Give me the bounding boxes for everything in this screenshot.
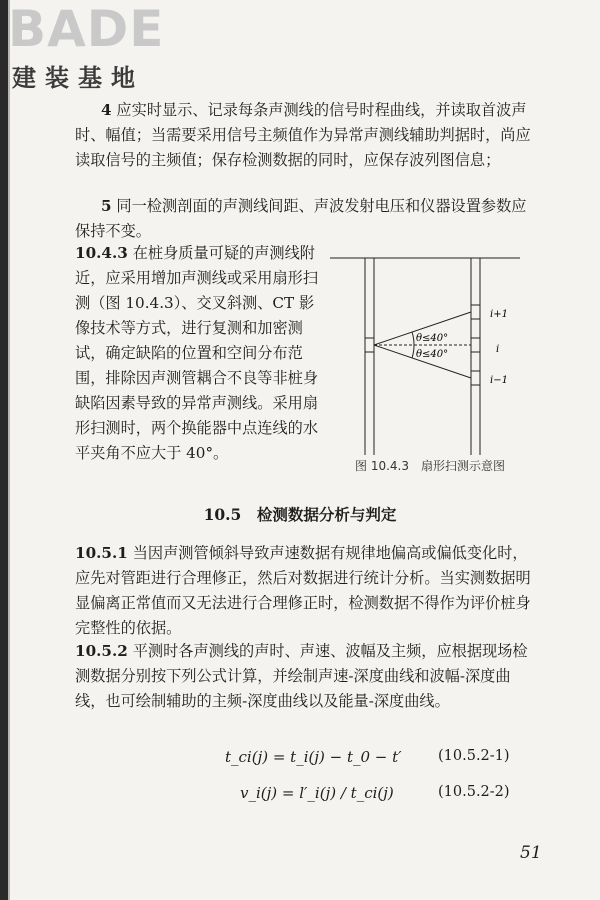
- label-i-minus-1: i−1: [490, 375, 508, 386]
- label-i: i: [496, 344, 500, 355]
- clause-10-4-3: [75, 241, 325, 466]
- item-number: 5: [101, 197, 112, 215]
- angle-label-upper: θ≤40°: [416, 333, 449, 344]
- clause-text: 当因声测管倾斜导致声速数据有规律地偏高或偏低变化时，应先对管距进行合理修正，然后对数据进行统计分析。当实测数据明显偏离正常值而又无法进行合理修正时，检测数据不得作为评价桩身完整性的依据。: [75, 544, 531, 637]
- clause-number: 10.5.1: [75, 544, 128, 562]
- angle-arc-upper: [412, 332, 414, 345]
- section-heading: [0, 503, 600, 525]
- angle-arc-lower: [412, 345, 414, 358]
- clause-number: 10.4.3: [75, 244, 128, 262]
- equation-number-1: (10.5.2-1): [438, 748, 510, 764]
- transmitter-box: [365, 338, 374, 352]
- label-i-plus-1: i+1: [490, 309, 508, 320]
- clause-10-5-1: [75, 541, 535, 641]
- page-number: 51: [520, 843, 542, 863]
- logo-brand: BADE: [8, 0, 165, 58]
- item-text: 同一检测剖面的声测线间距、声波发射电压和仪器设置参数应保持不变。: [75, 197, 527, 240]
- book-spine-edge: [8, 0, 10, 900]
- clause-number: 10.5.2: [75, 642, 128, 660]
- item-number: 4: [101, 101, 112, 119]
- section-title: 检测数据分析与判定: [256, 505, 397, 524]
- paragraph-item-4: [75, 98, 535, 173]
- book-spine: [0, 0, 8, 900]
- fan-scan-diagram: [330, 240, 520, 455]
- receiver-top-box: [471, 305, 480, 319]
- equation-number-2: (10.5.2-2): [438, 784, 510, 800]
- logo-subtitle: 建装基地: [12, 64, 144, 92]
- section-number: 10.5: [203, 505, 242, 524]
- fan-scan-figure: [330, 240, 520, 482]
- clause-10-5-2: [75, 639, 535, 714]
- item-text: 应实时显示、记录每条声测线的信号时程曲线，并读取首波声时、幅值；当需要采用信号主频值作为异常声测线辅助判据时，尚应读取信号的主频值；保存检测数据的同时，应保存波列图信息；: [75, 101, 531, 169]
- watermark-logo: [8, 0, 165, 93]
- clause-text: 在桩身质量可疑的声测线附近，应采用增加声测线或采用扇形扫测（图 10.4.3）、交叉斜测、CT 影像技术等方式，进行复测和加密测试，确定缺陷的位置和空间分布范围，排除因声测管耦合不良等非桩身缺陷因素导致的异常声测线。采用扇形扫测时，两个换能器中点连线的水平夹角不应大于 40°。: [75, 244, 318, 462]
- formula-10-5-2-1: t_ci(j) = t_i(j) − t_0 − t′: [225, 748, 402, 766]
- receiver-mid-box: [471, 338, 480, 352]
- figure-caption: 图 10.4.3 扇形扫测示意图: [355, 459, 505, 473]
- paragraph-item-5: [75, 194, 535, 244]
- receiver-bot-box: [471, 371, 480, 385]
- angle-label-lower: θ≤40°: [416, 349, 449, 360]
- clause-text: 平测时各声测线的声时、声速、波幅及主频，应根据现场检测数据分别按下列公式计算，并绘制声速-深度曲线和波幅-深度曲线，也可绘制辅助的主频-深度曲线以及能量-深度曲线。: [75, 642, 528, 710]
- formula-10-5-2-2: v_i(j) = l′_i(j) / t_ci(j): [240, 784, 394, 802]
